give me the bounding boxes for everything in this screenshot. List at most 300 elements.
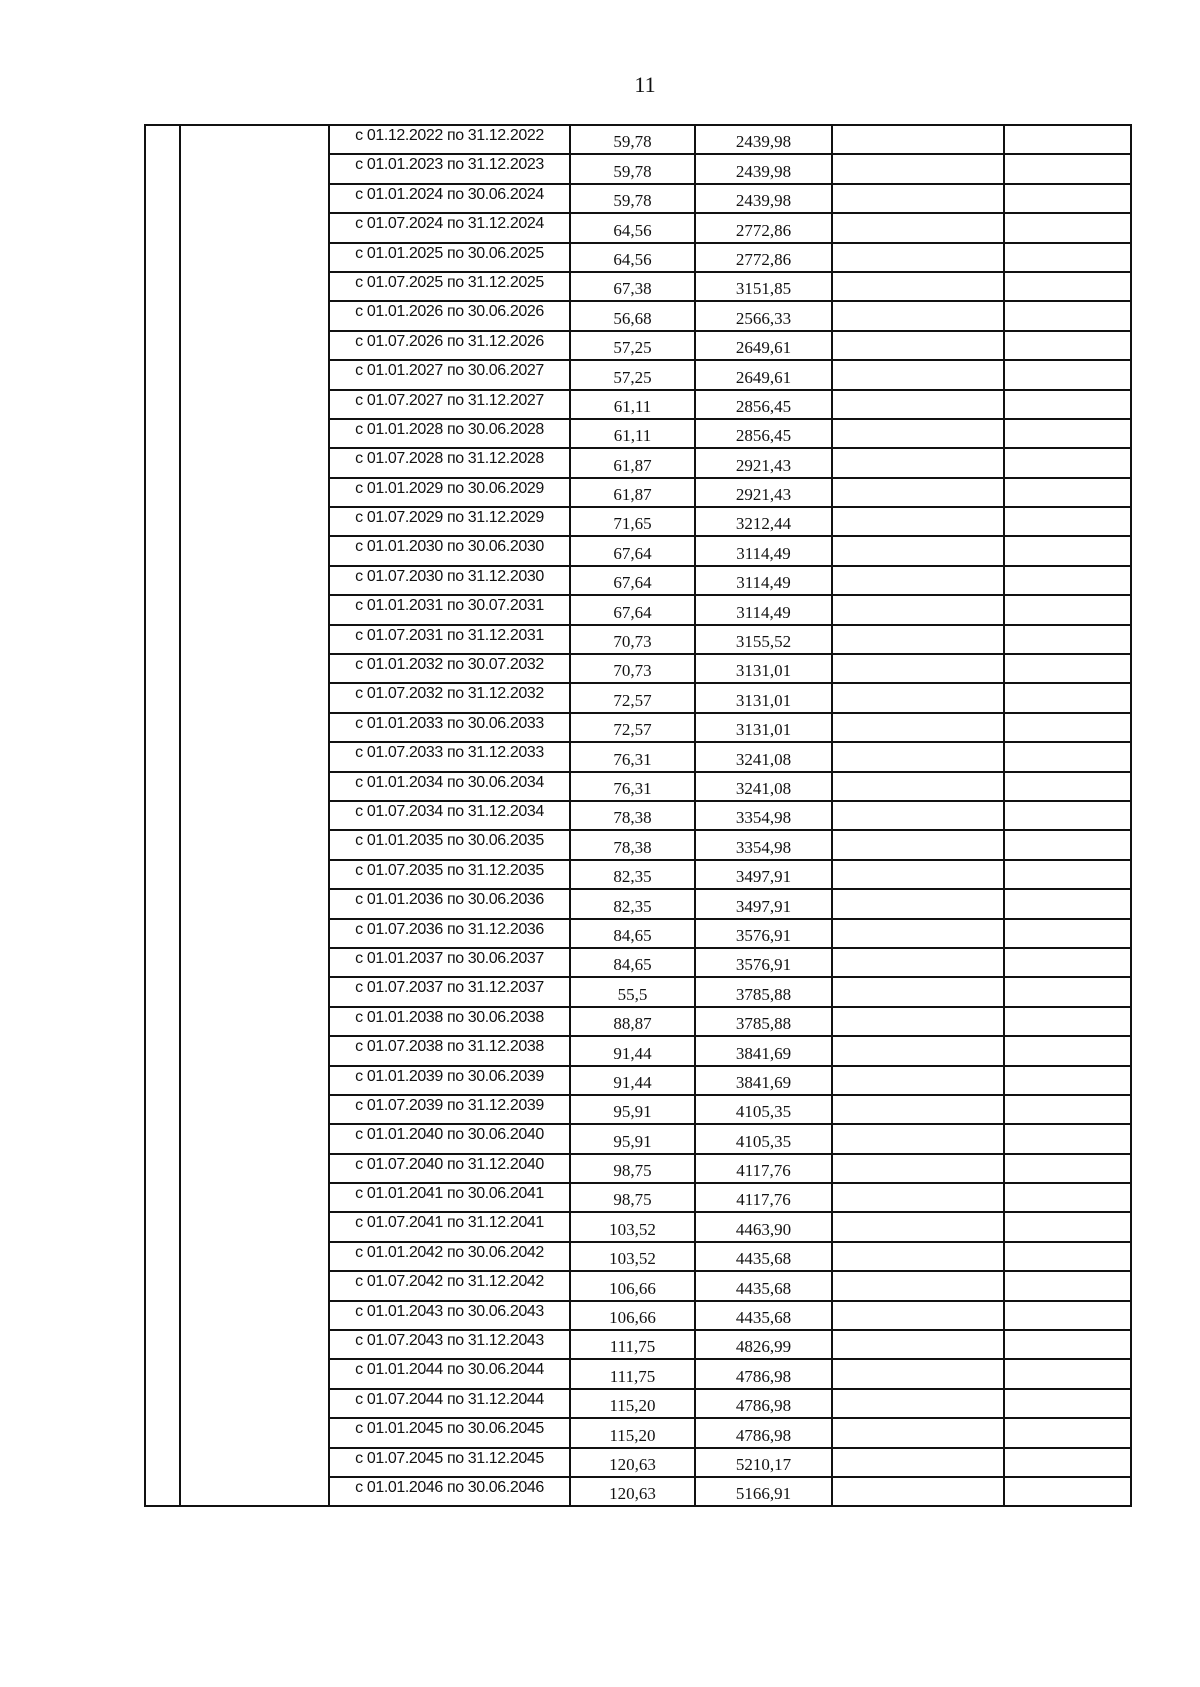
value-2-cell: 3841,69 [695, 1036, 832, 1065]
period-cell: с 01.01.2033 по 30.06.2033 [329, 713, 570, 742]
empty-cell-number [145, 830, 180, 859]
value-1-cell: 59,78 [570, 154, 695, 183]
value-1-cell: 67,38 [570, 272, 695, 301]
table-row [145, 1066, 1131, 1095]
value-1-cell: 106,66 [570, 1271, 695, 1300]
empty-cell [1004, 1036, 1131, 1065]
empty-cell-number [145, 742, 180, 771]
period-cell: с 01.01.2036 по 30.06.2036 [329, 889, 570, 918]
empty-cell [832, 830, 1004, 859]
empty-cell-number [145, 243, 180, 272]
empty-cell [832, 772, 1004, 801]
table-row [145, 243, 1131, 272]
empty-cell-name [180, 713, 329, 742]
empty-cell-name [180, 1212, 329, 1241]
value-2-cell: 3151,85 [695, 272, 832, 301]
empty-cell-name [180, 213, 329, 242]
empty-cell [1004, 1124, 1131, 1153]
value-1-cell: 120,63 [570, 1477, 695, 1506]
value-2-cell: 3114,49 [695, 536, 832, 565]
value-2-cell: 4826,99 [695, 1330, 832, 1359]
empty-cell-name [180, 1036, 329, 1065]
value-2-cell: 4435,68 [695, 1301, 832, 1330]
table-row [145, 1242, 1131, 1271]
period-cell: с 01.07.2039 по 31.12.2039 [329, 1095, 570, 1124]
value-1-cell: 61,11 [570, 419, 695, 448]
empty-cell [1004, 1183, 1131, 1212]
empty-cell [1004, 536, 1131, 565]
value-1-cell: 82,35 [570, 889, 695, 918]
empty-cell [832, 919, 1004, 948]
empty-cell-name [180, 331, 329, 360]
period-cell: с 01.07.2024 по 31.12.2024 [329, 213, 570, 242]
period-cell: с 01.07.2035 по 31.12.2035 [329, 860, 570, 889]
period-cell: с 01.01.2035 по 30.06.2035 [329, 830, 570, 859]
empty-cell [1004, 213, 1131, 242]
empty-cell [832, 566, 1004, 595]
empty-cell-number [145, 654, 180, 683]
empty-cell [832, 390, 1004, 419]
empty-cell [1004, 742, 1131, 771]
empty-cell-name [180, 801, 329, 830]
value-2-cell: 3241,08 [695, 772, 832, 801]
empty-cell-number [145, 1301, 180, 1330]
empty-cell [1004, 801, 1131, 830]
empty-cell-number [145, 1242, 180, 1271]
empty-cell [1004, 683, 1131, 712]
empty-cell [1004, 654, 1131, 683]
empty-cell-number [145, 213, 180, 242]
empty-cell [1004, 595, 1131, 624]
period-cell: с 01.01.2029 по 30.06.2029 [329, 478, 570, 507]
empty-cell-name [180, 860, 329, 889]
value-1-cell: 98,75 [570, 1183, 695, 1212]
value-2-cell: 3212,44 [695, 507, 832, 536]
empty-cell [1004, 360, 1131, 389]
value-1-cell: 88,87 [570, 1007, 695, 1036]
empty-cell-name [180, 1301, 329, 1330]
empty-cell-name [180, 507, 329, 536]
table-row [145, 1301, 1131, 1330]
value-2-cell: 3576,91 [695, 919, 832, 948]
empty-cell [832, 1271, 1004, 1300]
value-1-cell: 59,78 [570, 184, 695, 213]
empty-cell-name [180, 1183, 329, 1212]
empty-cell [1004, 860, 1131, 889]
period-cell: с 01.01.2038 по 30.06.2038 [329, 1007, 570, 1036]
empty-cell [832, 1066, 1004, 1095]
empty-cell-name [180, 1418, 329, 1447]
table-row [145, 1154, 1131, 1183]
empty-cell [1004, 977, 1131, 1006]
empty-cell [1004, 1301, 1131, 1330]
value-2-cell: 2649,61 [695, 360, 832, 389]
empty-cell-name [180, 595, 329, 624]
period-cell: с 01.07.2028 по 31.12.2028 [329, 448, 570, 477]
empty-cell-number [145, 1448, 180, 1477]
period-cell: с 01.01.2046 по 30.06.2046 [329, 1477, 570, 1506]
period-cell: с 01.07.2033 по 31.12.2033 [329, 742, 570, 771]
empty-cell [1004, 713, 1131, 742]
empty-cell-number [145, 1359, 180, 1388]
empty-cell [1004, 1477, 1131, 1506]
period-cell: с 01.07.2032 по 31.12.2032 [329, 683, 570, 712]
empty-cell [1004, 301, 1131, 330]
value-2-cell: 3785,88 [695, 1007, 832, 1036]
table-row [145, 772, 1131, 801]
empty-cell-number [145, 536, 180, 565]
empty-cell [832, 595, 1004, 624]
value-1-cell: 55,5 [570, 977, 695, 1006]
page-number: 11 [634, 72, 656, 97]
empty-cell-name [180, 243, 329, 272]
empty-cell-number [145, 801, 180, 830]
empty-cell [1004, 507, 1131, 536]
value-1-cell: 61,11 [570, 390, 695, 419]
table-row [145, 1124, 1131, 1153]
empty-cell [832, 1036, 1004, 1065]
empty-cell-name [180, 1154, 329, 1183]
empty-cell [832, 1095, 1004, 1124]
period-cell: с 01.07.2042 по 31.12.2042 [329, 1271, 570, 1300]
empty-cell-number [145, 889, 180, 918]
empty-cell [832, 331, 1004, 360]
period-cell: с 01.07.2027 по 31.12.2027 [329, 390, 570, 419]
empty-cell-number [145, 331, 180, 360]
empty-cell-number [145, 1154, 180, 1183]
value-2-cell: 3497,91 [695, 860, 832, 889]
table-row [145, 595, 1131, 624]
empty-cell-number [145, 1066, 180, 1095]
table-row [145, 448, 1131, 477]
empty-cell-number [145, 1389, 180, 1418]
empty-cell-number [145, 1271, 180, 1300]
period-cell: с 01.01.2037 по 30.06.2037 [329, 948, 570, 977]
empty-cell [1004, 772, 1131, 801]
empty-cell-number [145, 566, 180, 595]
table-row [145, 742, 1131, 771]
empty-cell-name [180, 1389, 329, 1418]
empty-cell [832, 272, 1004, 301]
empty-cell-number [145, 478, 180, 507]
value-2-cell: 3114,49 [695, 595, 832, 624]
table-row [145, 1212, 1131, 1241]
value-1-cell: 103,52 [570, 1242, 695, 1271]
table-row [145, 419, 1131, 448]
value-1-cell: 61,87 [570, 478, 695, 507]
empty-cell-name [180, 654, 329, 683]
empty-cell-number [145, 184, 180, 213]
empty-cell [1004, 1389, 1131, 1418]
empty-cell-name [180, 625, 329, 654]
value-1-cell: 56,68 [570, 301, 695, 330]
empty-cell [832, 801, 1004, 830]
value-2-cell: 5166,91 [695, 1477, 832, 1506]
empty-cell [1004, 1066, 1131, 1095]
empty-cell-number [145, 772, 180, 801]
empty-cell [832, 713, 1004, 742]
empty-cell-number [145, 301, 180, 330]
value-2-cell: 2649,61 [695, 331, 832, 360]
value-1-cell: 78,38 [570, 801, 695, 830]
table-row [145, 654, 1131, 683]
value-2-cell: 2921,43 [695, 478, 832, 507]
table-row [145, 125, 1131, 154]
table-row [145, 1359, 1131, 1388]
empty-cell-number [145, 1330, 180, 1359]
empty-cell-name [180, 1271, 329, 1300]
empty-cell-name [180, 272, 329, 301]
table-row [145, 1330, 1131, 1359]
empty-cell [1004, 1154, 1131, 1183]
value-2-cell: 5210,17 [695, 1448, 832, 1477]
period-cell: с 01.07.2041 по 31.12.2041 [329, 1212, 570, 1241]
empty-cell-number [145, 1418, 180, 1447]
empty-cell [832, 742, 1004, 771]
empty-cell [832, 184, 1004, 213]
empty-cell [832, 1154, 1004, 1183]
value-2-cell: 3497,91 [695, 889, 832, 918]
empty-cell [832, 301, 1004, 330]
period-cell: с 01.07.2030 по 31.12.2030 [329, 566, 570, 595]
empty-cell-name [180, 948, 329, 977]
table-row [145, 301, 1131, 330]
table-row [145, 977, 1131, 1006]
table-row [145, 1418, 1131, 1447]
empty-cell-name [180, 301, 329, 330]
empty-cell [1004, 390, 1131, 419]
period-cell: с 01.07.2034 по 31.12.2034 [329, 801, 570, 830]
value-2-cell: 3155,52 [695, 625, 832, 654]
empty-cell-number [145, 125, 180, 154]
period-cell: с 01.07.2037 по 31.12.2037 [329, 977, 570, 1006]
value-1-cell: 115,20 [570, 1418, 695, 1447]
period-cell: с 01.07.2040 по 31.12.2040 [329, 1154, 570, 1183]
empty-cell-number [145, 448, 180, 477]
period-cell: с 01.01.2026 по 30.06.2026 [329, 301, 570, 330]
table-row [145, 360, 1131, 389]
value-1-cell: 59,78 [570, 125, 695, 154]
empty-cell [832, 154, 1004, 183]
table-row [145, 625, 1131, 654]
table-row [145, 889, 1131, 918]
empty-cell [1004, 625, 1131, 654]
period-cell: с 01.07.2045 по 31.12.2045 [329, 1448, 570, 1477]
value-1-cell: 71,65 [570, 507, 695, 536]
value-1-cell: 84,65 [570, 919, 695, 948]
empty-cell-name [180, 478, 329, 507]
value-2-cell: 4117,76 [695, 1183, 832, 1212]
value-1-cell: 70,73 [570, 625, 695, 654]
value-1-cell: 95,91 [570, 1095, 695, 1124]
empty-cell-name [180, 125, 329, 154]
table-row [145, 860, 1131, 889]
value-1-cell: 57,25 [570, 360, 695, 389]
empty-cell [1004, 243, 1131, 272]
empty-cell [1004, 1330, 1131, 1359]
value-1-cell: 76,31 [570, 772, 695, 801]
value-2-cell: 3785,88 [695, 977, 832, 1006]
empty-cell [1004, 272, 1131, 301]
empty-cell-name [180, 1095, 329, 1124]
period-cell: с 01.07.2043 по 31.12.2043 [329, 1330, 570, 1359]
value-1-cell: 84,65 [570, 948, 695, 977]
empty-cell [832, 360, 1004, 389]
empty-cell [832, 683, 1004, 712]
table-row [145, 478, 1131, 507]
table-row [145, 213, 1131, 242]
empty-cell [832, 507, 1004, 536]
table-row [145, 1448, 1131, 1477]
value-1-cell: 115,20 [570, 1389, 695, 1418]
value-2-cell: 2856,45 [695, 419, 832, 448]
empty-cell-name [180, 1477, 329, 1506]
period-cell: с 01.01.2031 по 30.07.2031 [329, 595, 570, 624]
empty-cell [1004, 566, 1131, 595]
value-1-cell: 111,75 [570, 1359, 695, 1388]
empty-cell [1004, 1448, 1131, 1477]
empty-cell-number [145, 1007, 180, 1036]
empty-cell [832, 860, 1004, 889]
empty-cell-number [145, 1183, 180, 1212]
value-2-cell: 4786,98 [695, 1418, 832, 1447]
empty-cell-name [180, 448, 329, 477]
table-row [145, 1183, 1131, 1212]
table-row [145, 272, 1131, 301]
empty-cell [1004, 919, 1131, 948]
value-1-cell: 103,52 [570, 1212, 695, 1241]
empty-cell [832, 1477, 1004, 1506]
period-cell: с 01.01.2045 по 30.06.2045 [329, 1418, 570, 1447]
empty-cell [832, 1242, 1004, 1271]
value-1-cell: 72,57 [570, 683, 695, 712]
table-row [145, 919, 1131, 948]
empty-cell [1004, 1418, 1131, 1447]
value-1-cell: 91,44 [570, 1036, 695, 1065]
empty-cell [1004, 184, 1131, 213]
empty-cell-name [180, 1124, 329, 1153]
empty-cell [1004, 419, 1131, 448]
period-cell: с 01.01.2040 по 30.06.2040 [329, 1124, 570, 1153]
empty-cell-number [145, 713, 180, 742]
period-cell: с 01.01.2027 по 30.06.2027 [329, 360, 570, 389]
empty-cell-name [180, 566, 329, 595]
value-2-cell: 3354,98 [695, 830, 832, 859]
empty-cell-number [145, 272, 180, 301]
empty-cell [1004, 478, 1131, 507]
empty-cell [832, 213, 1004, 242]
empty-cell-number [145, 1095, 180, 1124]
empty-cell-name [180, 772, 329, 801]
empty-cell [832, 1183, 1004, 1212]
empty-cell [832, 536, 1004, 565]
empty-cell-name [180, 1330, 329, 1359]
empty-cell-number [145, 390, 180, 419]
value-2-cell: 4435,68 [695, 1271, 832, 1300]
value-2-cell: 2566,33 [695, 301, 832, 330]
empty-cell [832, 654, 1004, 683]
period-cell: с 01.07.2026 по 31.12.2026 [329, 331, 570, 360]
value-1-cell: 76,31 [570, 742, 695, 771]
empty-cell-name [180, 1007, 329, 1036]
empty-cell-number [145, 948, 180, 977]
value-2-cell: 3354,98 [695, 801, 832, 830]
value-1-cell: 57,25 [570, 331, 695, 360]
empty-cell [832, 1418, 1004, 1447]
empty-cell-name [180, 1359, 329, 1388]
period-cell: с 01.01.2034 по 30.06.2034 [329, 772, 570, 801]
table-row [145, 507, 1131, 536]
empty-cell-name [180, 919, 329, 948]
value-1-cell: 67,64 [570, 595, 695, 624]
value-2-cell: 2856,45 [695, 390, 832, 419]
value-1-cell: 98,75 [570, 1154, 695, 1183]
value-2-cell: 2921,43 [695, 448, 832, 477]
table-body [145, 125, 1131, 1506]
period-cell: с 01.07.2038 по 31.12.2038 [329, 1036, 570, 1065]
table-row [145, 830, 1131, 859]
value-2-cell: 4786,98 [695, 1389, 832, 1418]
table-row [145, 390, 1131, 419]
period-cell: с 01.01.2024 по 30.06.2024 [329, 184, 570, 213]
empty-cell-name [180, 830, 329, 859]
empty-cell-name [180, 536, 329, 565]
value-2-cell: 2772,86 [695, 243, 832, 272]
empty-cell-name [180, 683, 329, 712]
empty-cell-number [145, 419, 180, 448]
tariff-table [144, 124, 1132, 1507]
value-2-cell: 4786,98 [695, 1359, 832, 1388]
empty-cell [1004, 1271, 1131, 1300]
value-2-cell: 2439,98 [695, 154, 832, 183]
value-2-cell: 2439,98 [695, 125, 832, 154]
empty-cell-number [145, 919, 180, 948]
empty-cell-name [180, 1242, 329, 1271]
table-row [145, 713, 1131, 742]
empty-cell-name [180, 154, 329, 183]
value-1-cell: 67,64 [570, 536, 695, 565]
period-cell: с 01.01.2025 по 30.06.2025 [329, 243, 570, 272]
empty-cell-number [145, 595, 180, 624]
empty-cell [832, 1301, 1004, 1330]
empty-cell [832, 1448, 1004, 1477]
empty-cell [1004, 1212, 1131, 1241]
empty-cell [832, 625, 1004, 654]
value-1-cell: 91,44 [570, 1066, 695, 1095]
empty-cell-name [180, 742, 329, 771]
value-2-cell: 4463,90 [695, 1212, 832, 1241]
value-1-cell: 106,66 [570, 1301, 695, 1330]
table-row [145, 331, 1131, 360]
table-row [145, 154, 1131, 183]
value-1-cell: 67,64 [570, 566, 695, 595]
empty-cell-number [145, 977, 180, 1006]
empty-cell [832, 1330, 1004, 1359]
value-1-cell: 111,75 [570, 1330, 695, 1359]
empty-cell-number [145, 1212, 180, 1241]
empty-cell [832, 243, 1004, 272]
table-row [145, 566, 1131, 595]
empty-cell [1004, 1242, 1131, 1271]
empty-cell-name [180, 1448, 329, 1477]
period-cell: с 01.07.2029 по 31.12.2029 [329, 507, 570, 536]
period-cell: с 01.07.2044 по 31.12.2044 [329, 1389, 570, 1418]
empty-cell [832, 448, 1004, 477]
empty-cell [832, 1007, 1004, 1036]
table-row [145, 1095, 1131, 1124]
value-2-cell: 4435,68 [695, 1242, 832, 1271]
period-cell: с 01.07.2031 по 31.12.2031 [329, 625, 570, 654]
